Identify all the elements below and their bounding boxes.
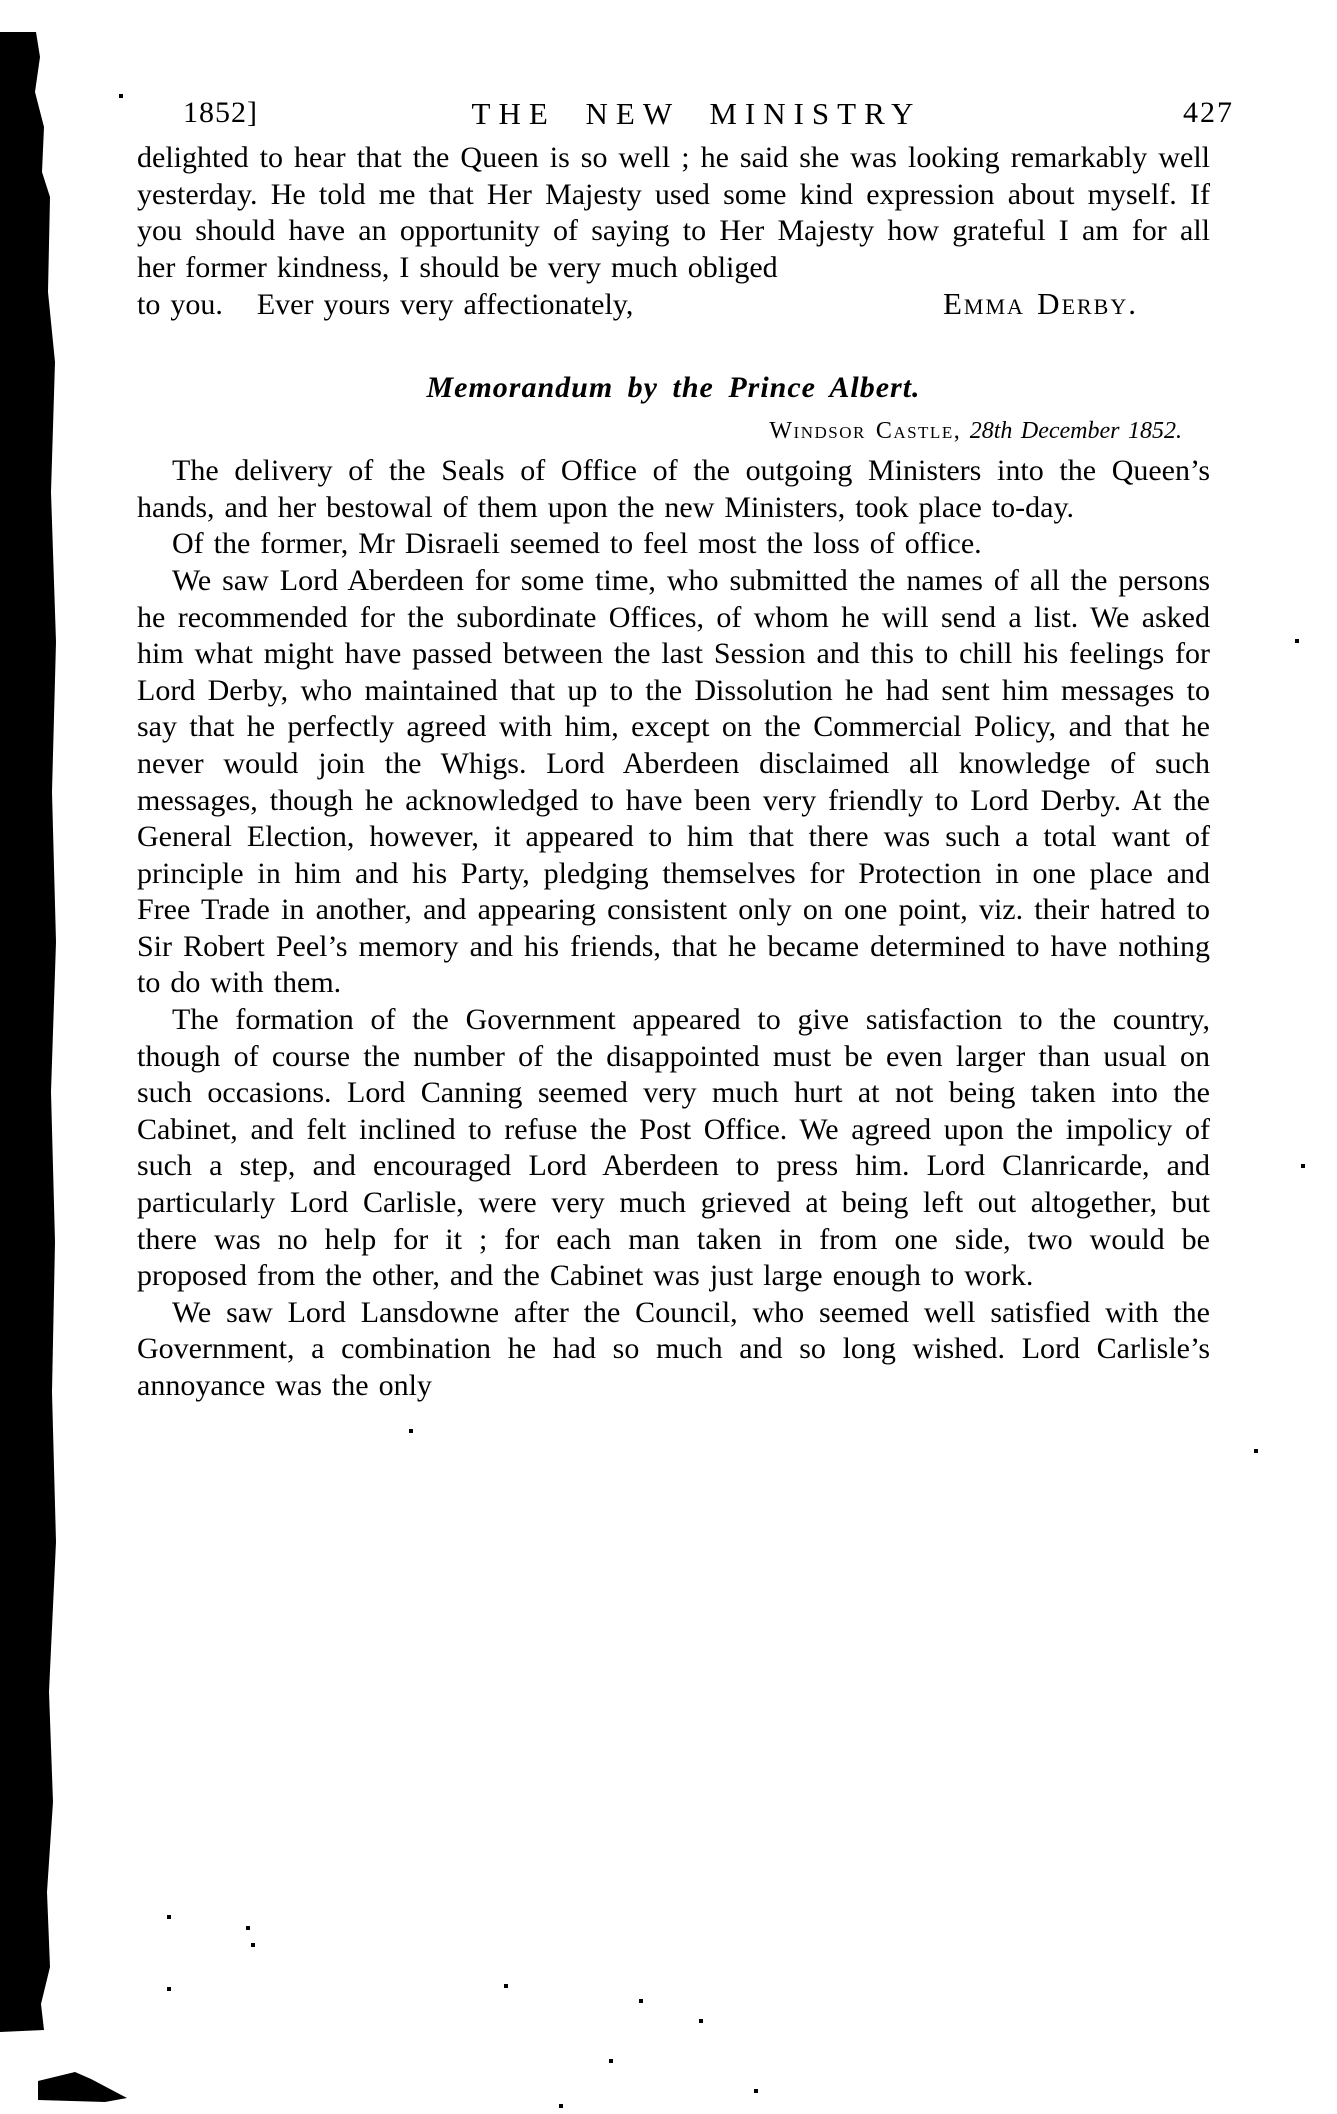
header-year: 1852]	[183, 96, 258, 129]
letter-closing-line	[137, 286, 1210, 324]
dateline-date: 28th December 1852.	[969, 417, 1182, 444]
header-page-number: 427	[1183, 96, 1234, 129]
dateline-place: Windsor Castle,	[769, 417, 962, 444]
page-text-block	[137, 140, 1210, 1405]
memorandum-paragraph: We saw Lord Lansdowne after the Council, who seemed well satisfied with the Government, a combination he had so much and so long wished. Lord Carlisle’s annoyance was the only	[137, 1295, 1210, 1402]
running-header	[0, 96, 1337, 136]
memorandum-paragraph: Of the former, Mr Disraeli seemed to feel most the loss of office.	[172, 527, 982, 561]
memorandum-paragraphs	[137, 453, 1210, 1404]
letter-paragraph: delighted to hear that the Queen is so well ; he said she was looking remarkably well yesterday. He told me that Her Majesty used some kind expression about myself. If you should have an opportunity of saying to Her Majesty how grateful I am for all her former kindness, I should be very much obliged	[137, 141, 1210, 284]
scan-corner-mark	[35, 2072, 127, 2102]
memorandum-heading: Memorandum by the Prince Albert.	[426, 370, 921, 404]
letter-signature: Emma Derby.	[942, 286, 1138, 322]
scan-speckles	[0, 0, 2, 2]
scan-gutter-shadow	[0, 32, 60, 2032]
memorandum-dateline	[137, 413, 1182, 450]
letter-closing-phrase: Ever yours very affectionately,	[256, 288, 634, 322]
memorandum-paragraph: The formation of the Government appeared to give satisfaction to the country, though of course the number of the disappointed must be even larger than usual on such occasions. Lord Canning seemed very much hurt at not being taken into the Cabinet, and felt inclined to refuse the Post Office. We agreed upon the impolicy of such a step, and encouraged Lord Aberdeen to press him. Lord Clanricarde, and particularly Lord Carlisle, were very much grieved at being left out altogether, but there was no help for it ; for each man taken in from one side, two would be proposed from the other, and the Cabinet was just large enough to work.	[137, 1003, 1210, 1293]
header-title: THE NEW MINISTRY	[471, 96, 922, 131]
letter-closing-lead: to you.	[137, 288, 223, 322]
memorandum-paragraph: The delivery of the Seals of Office of the outgoing Ministers into the Queen’s hands, and her bestowal of them upon the new Ministers, took place to-day.	[137, 454, 1210, 524]
memorandum-paragraph: We saw Lord Aberdeen for some time, who submitted the names of all the persons he recommended for the subordinate Offices, of whom he will send a list. We asked him what might have passed between the last Session and this to chill his feelings for Lord Derby, who maintained that up to the Dissolution he had sent him messages to say that he perfectly agreed with him, except on the Commercial Policy, and that he never would join the Whigs. Lord Aberdeen disclaimed all knowledge of such messages, though he acknowledged to have been very friendly to Lord Derby. At the General Election, however, it appeared to him that there was such a total want of principle in him and his Party, pledging themselves for Protection in one place and Free Trade in another, and appearing consistent only on one point, viz. their hatred to Sir Robert Peel’s memory and his friends, that he became determined to have nothing to do with them.	[137, 563, 1210, 1000]
